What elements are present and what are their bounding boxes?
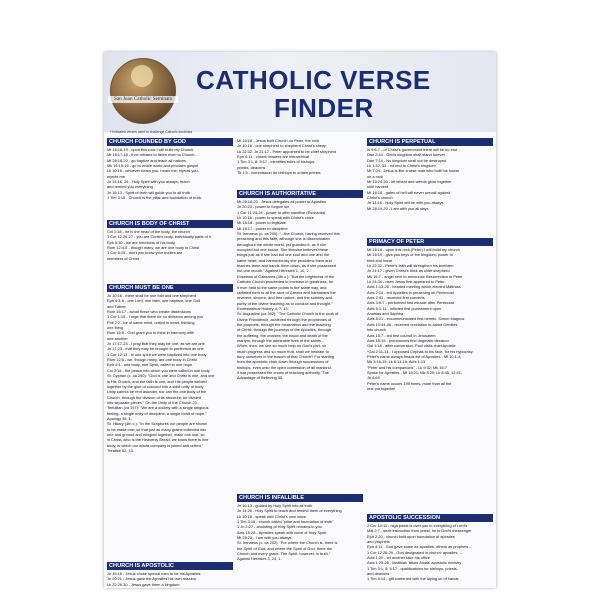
verse-line: Mk 16:7 - angel sent to announce Resurrection to Peter [367,273,463,279]
verse-line: Christ's church [367,195,393,201]
verse-line: Jn 14:26 - Holy Spirit to teach and remind them of everything [237,508,342,514]
verse-line: until harvest [367,184,388,190]
verse-line: the Spirit of God; and where the Spirit of God, there the [237,545,333,551]
verse-line: on a rock [367,173,384,179]
verse-line: it ever held to the same points in the same way, and [237,284,327,290]
verse-line: purity of the divine teaching as to conduct and thought." [237,300,333,306]
verse-line: Peter's name occurs 195 times, more than all the [367,380,452,386]
verse-line: body, in which our whole company is joined and united." [107,442,204,448]
verse-line: Lk 22:32, Jn 21:17 - Peter appointed to be chief shepherd [237,148,337,154]
verse-line: Rom 16:17 - avoid those who create dissensions [107,309,191,315]
section-heading: CHURCH FOUNDED BY GOD [107,138,233,146]
verse-line: Jn 10:16 - one shepherd to shepherd Christ's sheep [237,143,327,149]
verse-line: into separate pieces." On the Unity of the Church 23. [107,399,198,405]
verse-line: Acts 1:25-26 - Matthias 'takes Judas' apostolic ministry [367,560,462,566]
verse-line: Mt 16:18 - upon this rock (Peter) I will build my church [367,247,460,252]
verse-line: Dan 7:14 - his kingdom shall not be destroyed [367,157,447,163]
verse-line: 1 Cor 11:23-24 - power to offer sacrifice (Eucharist) [237,209,326,215]
verse-line: Mt 16:18 - gates of hell will never prevail against [367,189,451,195]
verse-line: Lk 10:16 - whoever hears you, hears me; rejects you, [107,168,199,174]
verse-line: throughout the whole world, yet guarded it, as if she [237,241,327,247]
verse-line: Peter's name always heads list of Apostles - Mt 10:1-4; [367,353,462,359]
verse-line: *Gal 2:11-14 - I opposed Cephas to his face, for his hypocrisy [367,348,473,354]
section-hierarchy [237,138,363,175]
verse-line: it has possessed the crown of teaching authority."The [237,370,329,375]
verse-line: the prophets, through the Incarnation and the teaching [237,321,331,327]
verse-line: much progress and so much fruit, shall we hesitate to [237,348,329,354]
section-church-is-authoritative [237,190,363,381]
section-heading: CHURCH IS APOSTOLIC [107,562,233,570]
verse-line: When, then, we see so much help on God's part, so [237,343,327,349]
verse-line: Jn 20:21 - Jesus gave the Apostles his own mission [107,576,196,582]
verse-line: Jn 16:13 - guided by Holy Spirit into all truth [237,503,313,508]
verse-line: Mt 16:19 - give you keys of the kingdom; power to [367,252,453,258]
verse-line: radiated forth to all the race of Greeks and barbarians the [237,289,336,295]
logo-text: San Juan Catholic Seminars [108,96,178,103]
verse-line: St. Hillary (4th c.): "In the Scriptures our people are shown [107,421,208,427]
verse-line: Acts 3:6-7 - performed first miracle after Pentecost [367,300,454,306]
section-church-is-infallible [237,494,363,562]
verse-line: 1 Tim 3:1, 8; 5:17 - identifies roles of bishops, [237,159,316,165]
verse-line: Jn 21:17 - given Christ's flock as chief shepherd [367,268,450,274]
verse-line: Mal 2:7 - seek instruction from priest, he is God's messenger [367,528,472,534]
verse-line: Phil 2:2 - be of same mind, united in heart, thinking [107,319,195,325]
verse-line: Jn 20:23 - power to forgive sin [237,204,290,210]
verse-line: Lk 1:32, 33 - no end to Christ's kingdom [367,163,436,169]
section-heading: CHURCH IS AUTHORITATIVE [237,190,363,198]
verse-line: "Peter and his companions" - Lk 9:32; Mk 16:7 [367,364,447,370]
verse-line: Col 1:18 - he is the head of the body, the church [107,229,190,234]
verse-line: 1 Cor 6:15 - don't you know your bodies are [107,250,183,256]
verse-line: Mt 28:20 - I am with you always [237,535,292,541]
verse-line: Divine Providence, achieved through the prophecies of [237,316,332,322]
verse-line: St. Cyprian (c. ca 250): "God is one and Christ is one, and one [107,373,215,379]
verse-line: Apology 39, 1. [107,415,132,421]
verse-line: and remind you everything [107,184,153,190]
verse-line: preaching and this faith, although she is disseminated [237,236,330,242]
verse-line: Col 3:15 - the peace into which you were called in one body [107,367,210,373]
verse-line: 1 Cor 1:10 - I urge that there be no divisions among you [107,314,204,320]
verse-line: Mt 7:24 - Jesus is like a wise man who built his house [367,168,460,174]
verse-line: Acts 2:14 - led Apostles in preaching on Pentecost [367,289,454,295]
verse-line: Jn 10:16 - there shall be one fold and one shepherd [107,293,197,298]
verse-line: Rom 15:5 - God grant you to think in harmony with [107,330,194,336]
verse-line: Acts 15:19 - pronounces first dogmatic decision [367,337,449,343]
verse-line: Ananias and Saphira [367,311,404,317]
verse-line: Lk 10:16 - speak with Christ's own voice [237,513,307,519]
verse-line: St. Irenaeus (c. ca 200): "...the Church, having received this [237,231,340,237]
section-church-is-apostolic [107,562,233,587]
verse-line: Jn 17:23 - that they may be brought to perfection as one [107,346,204,352]
verse-line: Against Heresies 3, 24, 1. [237,556,282,562]
section-heading: APOSTOLIC SUCCESSION [367,514,493,522]
verse-line: Eph 2:20 - church built upon foundation of apostles [367,533,455,539]
verse-line: Acts 5:1-11 - inflicted first punishment upon [367,305,442,311]
verse-line: bind and loose [367,257,393,263]
verse-finder-sheet [104,52,496,588]
verse-line: Eph 4:3-6 - one Lord, one faith, one baptism, one God [107,298,201,304]
section-heading: CHURCH IS INFALLIBLE [237,494,363,502]
verse-line: Church and every grace. The Spirit, however, is truth." [237,551,331,557]
verse-line: into church [367,327,387,333]
verse-line: in Christ, who is the Heavenly Bread, we know there is one [107,437,209,443]
verse-line: rejects me [107,173,125,179]
section-primacy-of-peter [367,238,493,391]
verse-line: Treatise 62, 13. [107,447,134,453]
verse-line: St. Irenaeus (c. ca 202): "For where the Church is, there is [237,540,338,546]
verse-line: Eph 4:11 - God gave some as apostles, others as prophets... [367,544,472,550]
verse-line: Eph 5:30 - we are members of his body [107,239,175,245]
verse-line: same heart; and harmoniously she proclaims them and [237,257,332,263]
verse-line: Jn 16:13 - Spirit of truth will guide you to all truth [107,189,191,195]
verse-line: to be made one; so that just as many grains collected into [107,426,207,432]
verse-line: and Father [107,303,126,309]
verse-line: Mt 28:18-20 - Jesus delegates all power to Apostles [237,199,327,204]
verse-line: but one mouth." Against Heresies 1, 10, 2. [237,268,310,274]
footnote: * Indicates verses used to challenge Catholic doctrines [110,130,193,134]
verse-line: Mt 16:18-19 - upon this rock I will build my Church [107,147,194,152]
verse-line: of Christ, through the journeys of the Apostles, through [237,327,332,333]
verse-line: Acts 1:13-26 - headed meeting which elected Matthias [367,284,461,290]
verse-line: and deacons [367,571,390,577]
verse-line: Jn 14:16 - Holy Spirit will be with you always [367,200,444,206]
verse-line: reverent, sincere, and free nature, and the sobriety and [237,295,332,301]
verse-line: members of Christ [107,255,139,261]
verse-line: Spoke for Apostles - Mt 18:21; Mk 8:29; Lk 8:45, 12:41; [367,369,462,375]
verse-line: Mt 18:17-18 - if he refuses to listen even to Church... [107,152,198,158]
verse-line: Acts 2:41 - received first converts [367,295,425,301]
verse-line: Mt 28:18-20 - go baptize and teach all nations [107,157,186,163]
verse-line: Ecclesiastical History 4, 7, 13. [237,305,289,311]
verse-line: Tit 1:5 - commission for bishops to ordain priests [237,170,321,176]
section-apostolic-succession [367,514,493,582]
verse-line: Mt 28:19-20 - I am with you all days [367,205,429,211]
verse-line: Jn 17:17-23 - I pray that they may be one, as we are one [107,341,205,347]
verse-line: Mt 18:17 - power to discipline [237,225,288,231]
verse-line: Acts 1:20 - let another take his office [367,555,430,561]
section-heading: CHURCH MUST BE ONE [107,284,233,292]
verse-line: Jn 14:16, 26 - Holy Spirit with you always, teach [107,179,190,185]
verse-line: Lk 22:32 - Peter's faith will strengthen his brethren [367,263,454,269]
verse-line: 1 Jn 2:27 - anointing of Holy Spirit remains in you [237,524,322,530]
section-heading: PRIMACY OF PETER [367,238,493,246]
verse-line: Acts 15:7 - led first council in Jerusalem [367,332,436,338]
verse-line: 1 Tim 4:14 - gift conferred with the laying on of hands [367,576,459,582]
verse-line: bishops, even unto the open confession of all mankind, [237,364,332,370]
verse-line: Dan 2:44 - God's kingdom shall stand forever [367,152,445,158]
verse-line: from the apostolic chair down through successions of [237,359,329,365]
verse-line: Mt 16:18 - Jesus built Church on Peter, the rock [237,138,320,143]
header-banner [104,52,496,132]
verse-line: one another [107,335,128,341]
verse-line: 1 Tim 3:15 - church called "pillar and foundation of truth" [237,519,334,525]
section-heading: CHURCH IS PERPETUAL [367,138,493,146]
verse-line: Rom 12:4-5 - though many, we are one body in Christ [107,245,200,251]
verse-line: Church, through the division of its structure, be divided [107,394,201,400]
verse-line: occupied but one house. She likewise believes these [237,247,329,253]
verse-line: feeling, a single unity of discipline, a single bond of hope." [107,410,207,416]
verse-line: Lk 10:16 - power to speak with Christ's voice [237,215,314,221]
verse-line: one thing [107,325,124,331]
verse-line: bury ourselves in the bosom of that Church? For starting [237,353,335,359]
verse-line: Catholic Church proceeded to increase in greatness, for [237,279,334,285]
verse-line: Jn 15:16 - Jesus chose special men to be his Apostles [107,571,201,576]
verse-line: Eph 4:11 - church leaders are hierarchical [237,154,309,160]
verse-line: 1 Cor 12:13 - in one spirit we were baptized into one body [107,351,207,357]
verse-line: Tertullian (ca 197): "We are a society with a single religious [107,405,209,411]
verse-line: Is 9:6-7 - of Christ's government there will be no end [367,147,458,152]
section-church-must-be-one [107,284,233,453]
seminary-logo [110,58,176,124]
verse-line: rest put together [367,385,396,391]
verse-line: 1 Cor 12:28-29 - God designated in church: apostles, ... [367,549,463,555]
section-heading: CHURCH IS BODY OF CHRIST [107,220,233,228]
verse-line: priests, deacons [237,164,266,170]
verse-line: St. Augustine (ca 392): "The Catholic Church is the work of [237,311,339,317]
verse-line: 1 Tim 3:1; 8; 5:17 - qualifications for bishops, priests, [367,565,458,571]
verse-line: Mt 18:18 - power to legislate [237,220,286,226]
verse-line: Lk 24:34 - risen Jesus first appeared to Peter [367,279,445,285]
verse-line: 1 Cor 12:26-27 - you are Christ's body, individually parts of it [107,234,211,240]
section-church-is-perpetual [367,138,493,211]
verse-line: Lk 22:29-30 - Jesus gave them a kingdom [107,581,180,587]
verse-line: 1 Tim 3:15 - Church is the pillar and foundation of truth [107,195,201,201]
verse-line: Eph 4:4 - one body, one Spirit, called to one hope [107,362,193,368]
section-church-founded-by-god [107,138,233,200]
page-title-line-2: FINDER [274,93,374,123]
verse-line: Gal 1:18 - after conversion, Paul visits chief Apostle [367,343,456,349]
verse-line: the suffering, the crosses, the blood and death of the [237,332,328,338]
verse-line: Rom 12:5 - we, though many, are one body in Christ [107,357,197,363]
verse-line: is His Church, and the faith is one, and His people welded [107,378,207,384]
verse-line: teaches them and hands them down, as if she possessed [237,263,337,269]
verse-line: Acts 8:21 - excommunicated first heretic, Simon Magnus [367,316,465,322]
verse-line: Mt 13:24-30 - let wheat and weeds grow together [367,179,452,185]
verse-line: Acts 15:28 - Apostles speak with voice of Holy Spirit [237,529,327,535]
verse-line: 2 Cor 10:11 - high priest is over you in everything of Lord's [367,523,468,528]
verse-line: one and ground and mingled together, make one loaf, so [107,431,205,437]
verse-line: Acts 10:44-46 - received revelation to admit Gentiles [367,321,458,327]
verse-line: martyrs, through the admirable lives of the saints... [237,337,325,343]
verse-line: Advantage of Believing 35. [237,375,284,381]
verse-line: Mk 3:16-19; Lk 6:14-16; Acts 1:13 [367,359,426,365]
verse-line: Mk 16:15-16 - go to whole world and proclaim gospel [107,163,199,169]
verse-line: Unity cannot be rent asunder, nor can the one body of the [107,389,207,395]
page-title-line-1: CATHOLIC VERSE [196,65,431,95]
verse-line: Jn 6:69 [367,375,380,381]
verse-line: Eusebius of Caesarea (4th c.): "But the brightness of the [237,273,335,279]
verse-line: together by the glue of concord into a solid unity of body. [107,383,205,389]
verse-line: things just as if she had but one soul and one and the [237,252,330,258]
section-church-is-body-of-christ [107,220,233,261]
verse-line: and prophets [367,539,390,545]
